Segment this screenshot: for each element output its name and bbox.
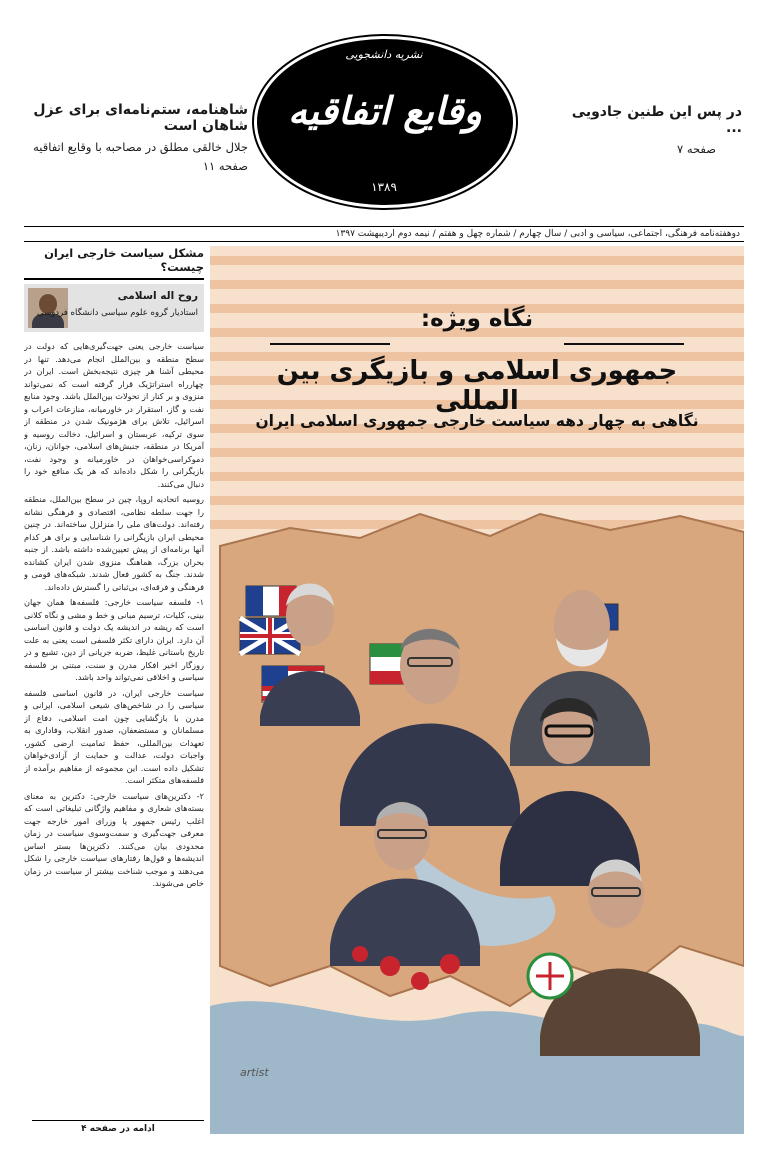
article-paragraph: سیاست خارجی یعنی جهت‌گیری‌هایی که دولت در سطح منطقه و بین‌الملل انجام می‌دهد. تنها در محیطی آشنا هر چیزی نتیجه‌بخش است. ایران در چهارراه استراتژیک قرار گرفته است که نمی‌تواند منزوی و بر کنار از تحولات بین‌الملل باشد. وجود منابع نفت و گاز، استقرار در خاورمیانه، منازعات اعراب و اسرائیل، تلاش برای هژمونیک شدن در منطقه از سوی ترکیه، عربستان و اسرائیل، دخالت روسیه و آمریکا در منطقه، جنبش‌های اسلامی، جوانان، زنان، دموکراسی‌خواهان در خاورمیانه و وجود نفت، بازیگرانی را شکل داده‌اند که هر یک منافع خود را دنبال می‌کنند. <box>24 341 204 489</box>
teaser-left[interactable] <box>28 102 248 173</box>
dateline: دوهفته‌نامه فرهنگی، اجتماعی، سیاسی و ادبی / سال چهارم / شماره چهل و هفتم / نیمه دوم اردیبهشت ۱۳۹۷ <box>24 226 744 242</box>
article-body <box>24 340 204 1130</box>
teaser-left-subline: جلال خالقی مطلق در مصاحبه با وقایع اتفاقیه <box>33 140 248 154</box>
article-paragraph: روسیه اتحادیه اروپا، چین در سطح بین‌الملل، منطقه را جهت سلطه نظامی، اقتصادی و فرهنگی نشانه رفته‌اند. دولت‌های ملی را منزلزل ساخته‌اند. در چنین محیطی ایران بازیگرانی را شناسایی و برای هر کدام آنها برنامه‌ای از پیش تعیین‌شده داشته باشد. از جنبه بحران بزرگ، هماهنگ منزوی شدن ایران کشانده شدند. جنگ به کشور فعال شدند. شبکه‌های قومی و فرهنگی و فرقه‌ای، بی‌ثباتی را گسترش داده‌اند. <box>24 494 204 592</box>
author-box <box>24 284 204 332</box>
masthead <box>0 0 768 228</box>
teaser-left-page: صفحه ۱۱ <box>202 159 248 173</box>
logo-title: وقایع اتفاقیه <box>287 88 483 133</box>
teaser-right-headline[interactable]: در پس این طنین جادویی ... <box>571 104 742 136</box>
article-title[interactable]: مشکل سیاست خارجی ایران چیست؟ <box>24 246 204 280</box>
author-role: استادیار گروه علوم سیاسی دانشگاه فردوسی <box>37 308 198 318</box>
continue-link[interactable]: ادامه در صفحه ۴ <box>32 1120 204 1134</box>
artist-signature: artist <box>240 1066 269 1079</box>
feature-headline[interactable]: جمهوری اسلامی و بازیگری بین المللی <box>276 356 678 416</box>
teaser-right[interactable] <box>560 104 742 156</box>
logo-year: ۱۳۸۹ <box>371 180 397 194</box>
feature-illustration <box>210 246 744 1134</box>
teaser-left-headline[interactable]: شاهنامه، ستم‌نامه‌ای برای عزل شاهان است <box>33 102 248 134</box>
teaser-right-page: صفحه ۷ <box>676 142 716 156</box>
article-paragraph: ۱- فلسفه سیاست خارجی: فلسفه‌ها همان جهان بینی، کلیات، ترسیم مبانی و خط و مشی و نگاه کلانی است که ریشه در اندیشه یک دولت و قانون اساسی آن دارد. ایران دارای تکثر فلسفی است یعنی به علت تاریخ باستانی غلیظ، ضربه جریانی از دین، تشیع و در روزگار اخیر افکار مدرن و سنت، مبتنی بر فلسفه سیاسی و اخلاقی نمی‌تواند واحد باشد. <box>24 597 204 682</box>
article-paragraph: سیاست خارجی ایران، در قانون اساسی فلسفه سیاسی را در شاخص‌های شیعی اسلامی، ایرانی و مدرن با بازگشایی چون امت اسلامی، دفاع از مسلمانان و مستضعفان، صدور انقلاب، وفاداری به تعهدات بین‌المللی، حفظ تمامیت ارضی کشور، واجبات دولت، عدالت و حمایت از آزادی‌خواهان تشکیل داده است. این مجموعه از مفاهیم برآمده از فلسفه‌های متکثر است. <box>24 687 204 785</box>
article-paragraph: ۲- دکترین‌های سیاست خارجی: دکترین به معنای بسته‌های شعاری و مفاهیم واژگانی تبلیغاتی است که اغلب رئیس جمهور یا وزرای امور خارجه جهت معرفی جهت‌گیری و سمت‌وسوی سیاست در زمان محدودی بیان می‌کنند. دکترین‌ها بستر اساس اندیشه‌ها و قول‌ها رفتارهای سیاست خارجی را شکل می‌دهند و موجب شناخت بیشتر از سیاست در زمان خاص می‌شوند. <box>24 790 204 888</box>
sidebar-article <box>24 246 204 1134</box>
author-name: روح اله اسلامی <box>117 290 198 302</box>
feature-kicker: نگاه ویژه: <box>420 306 534 332</box>
feature-subhead: نگاهی به چهار دهه سیاست خارجی جمهوری اسلامی ایران <box>255 412 699 430</box>
logo-top-label: نشریه دانشجویی <box>345 48 423 61</box>
emblem-icon <box>528 954 572 998</box>
